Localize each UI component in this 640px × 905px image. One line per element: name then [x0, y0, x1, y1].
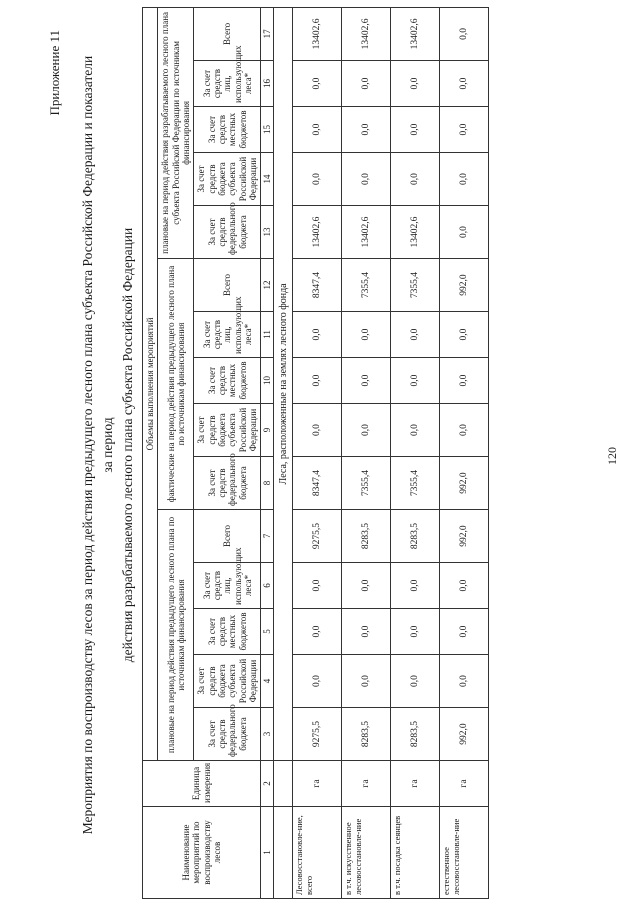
cell: 0,0 — [440, 107, 489, 153]
cell: 992,0 — [440, 259, 489, 312]
cell: 0,0 — [391, 404, 440, 457]
row-unit: га — [342, 761, 391, 807]
row-name: в т.ч. посадка сеянцев — [391, 807, 440, 899]
cell: 0,0 — [293, 153, 342, 206]
header-row-1 — [143, 7, 158, 898]
header-forest-users: За счет средств лиц, использующих леса* — [194, 563, 261, 609]
cell: 0,0 — [342, 404, 391, 457]
header-federal: За счет средств федерального бюджета — [194, 457, 261, 510]
cell: 7355,4 — [391, 259, 440, 312]
row-name: естественное лесовосстановле-ние — [440, 807, 489, 899]
table-row — [293, 7, 342, 898]
cell: 0,0 — [342, 61, 391, 107]
column-number: 7 — [261, 510, 274, 563]
cell: 0,0 — [391, 563, 440, 609]
column-number: 10 — [261, 358, 274, 404]
cell: 7355,4 — [342, 259, 391, 312]
cell: 0,0 — [391, 358, 440, 404]
cell: 0,0 — [391, 107, 440, 153]
header-local: За счет средств местных бюджетов — [194, 358, 261, 404]
row-unit: га — [293, 761, 342, 807]
cell: 13402,6 — [342, 7, 391, 60]
cell: 0,0 — [391, 153, 440, 206]
cell: 0,0 — [342, 358, 391, 404]
header-subject: За счет средств бюджета субъекта Российской Федерации — [194, 153, 261, 206]
appendix-label: Приложение 11 — [47, 30, 62, 116]
header-federal: За счет средств федерального бюджета — [194, 708, 261, 761]
cell: 992,0 — [440, 510, 489, 563]
section-title: Леса, расположенные на землях лесного фонда — [274, 7, 293, 760]
cell: 8347,4 — [293, 457, 342, 510]
cell: 9275,5 — [293, 510, 342, 563]
header-total: Всего — [194, 7, 261, 60]
column-number: 9 — [261, 404, 274, 457]
document-title — [78, 55, 138, 835]
cell: 0,0 — [440, 312, 489, 358]
cell: 8347,4 — [293, 259, 342, 312]
header-forest-users: За счет средств лиц, использующих леса* — [194, 312, 261, 358]
table-row — [342, 7, 391, 898]
section-row — [274, 7, 293, 898]
cell: 0,0 — [440, 358, 489, 404]
column-number: 16 — [261, 61, 274, 107]
cell: 0,0 — [293, 107, 342, 153]
column-number: 11 — [261, 312, 274, 358]
reforestation-table — [142, 7, 489, 899]
cell: 0,0 — [293, 563, 342, 609]
cell: 0,0 — [391, 655, 440, 708]
cell: 0,0 — [440, 563, 489, 609]
header-name: Наименование мероприятий по воспроизводству лесов — [143, 807, 261, 899]
cell: 0,0 — [342, 312, 391, 358]
cell: 8283,5 — [391, 510, 440, 563]
cell: 8283,5 — [391, 708, 440, 761]
header-total: Всего — [194, 259, 261, 312]
cell: 0,0 — [440, 61, 489, 107]
header-planned-prev: плановые на период действия предыдущего лесного плана по источникам финансирования — [158, 510, 194, 761]
header-local: За счет средств местных бюджетов — [194, 609, 261, 655]
header-planned-new: плановые на период действия разрабатываемого лесного плана субъекта Российской Федерации по источникам финансирования — [158, 7, 194, 258]
cell: 8283,5 — [342, 510, 391, 563]
cell: 0,0 — [391, 61, 440, 107]
cell: 992,0 — [440, 708, 489, 761]
cell: 0,0 — [440, 153, 489, 206]
column-number: 1 — [261, 807, 274, 899]
header-subject: За счет средств бюджета субъекта Российской Федерации — [194, 655, 261, 708]
cell: 0,0 — [440, 404, 489, 457]
header-actual-prev: фактические на период действия предыдущего лесного плана по источникам финансирования — [158, 259, 194, 510]
cell: 9275,5 — [293, 708, 342, 761]
section-spacer — [274, 807, 293, 899]
cell: 13402,6 — [293, 7, 342, 60]
cell: 0,0 — [293, 404, 342, 457]
cell: 0,0 — [342, 153, 391, 206]
header-volumes: Объемы выполнения мероприятий — [143, 7, 158, 760]
title-line-1: Мероприятия по воспроизводству лесов за период действия предыдущего лесного плана субъекта Российской Федерации и показатели за период — [80, 55, 115, 835]
cell: 0,0 — [391, 609, 440, 655]
column-number: 5 — [261, 609, 274, 655]
section-spacer — [274, 761, 293, 807]
cell: 0,0 — [440, 609, 489, 655]
cell: 0,0 — [293, 609, 342, 655]
header-forest-users: За счет средств лиц, использующих леса* — [194, 61, 261, 107]
cell: 0,0 — [293, 61, 342, 107]
row-name: в т.ч. искусственное лесовосстановле-ние — [342, 807, 391, 899]
cell: 0,0 — [342, 563, 391, 609]
cell: 0,0 — [342, 107, 391, 153]
row-unit: га — [440, 761, 489, 807]
cell: 0,0 — [293, 655, 342, 708]
cell: 7355,4 — [342, 457, 391, 510]
cell: 0,0 — [293, 358, 342, 404]
column-number: 14 — [261, 153, 274, 206]
header-federal: За счет средств федерального бюджета — [194, 206, 261, 259]
row-unit: га — [391, 761, 440, 807]
column-number: 2 — [261, 761, 274, 807]
table-row — [391, 7, 440, 898]
cell: 13402,6 — [391, 7, 440, 60]
page-number: 120 — [605, 447, 619, 465]
header-local: За счет средств местных бюджетов — [194, 107, 261, 153]
cell: 0,0 — [293, 312, 342, 358]
cell: 992,0 — [440, 457, 489, 510]
cell: 0,0 — [440, 7, 489, 60]
column-number: 13 — [261, 206, 274, 259]
cell: 7355,4 — [391, 457, 440, 510]
column-number: 17 — [261, 7, 274, 60]
column-number: 8 — [261, 457, 274, 510]
column-number-row — [261, 7, 274, 898]
cell: 13402,6 — [342, 206, 391, 259]
table-row — [440, 7, 489, 898]
cell: 0,0 — [342, 655, 391, 708]
row-name: Лесовосстановле-ние, всего — [293, 807, 342, 899]
column-number: 15 — [261, 107, 274, 153]
column-number: 6 — [261, 563, 274, 609]
cell: 0,0 — [391, 312, 440, 358]
header-unit: Единица измерения — [143, 761, 261, 807]
cell: 13402,6 — [391, 206, 440, 259]
column-number: 12 — [261, 259, 274, 312]
cell: 0,0 — [342, 609, 391, 655]
column-number: 4 — [261, 655, 274, 708]
column-number: 3 — [261, 708, 274, 761]
header-total: Всего — [194, 510, 261, 563]
header-subject: За счет средств бюджета субъекта Российской Федерации — [194, 404, 261, 457]
cell: 0,0 — [440, 655, 489, 708]
cell: 8283,5 — [342, 708, 391, 761]
cell: 0,0 — [440, 206, 489, 259]
title-line-2: действия разрабатываемого лесного плана субъекта Российской Федерации — [120, 227, 135, 663]
cell: 13402,6 — [293, 206, 342, 259]
